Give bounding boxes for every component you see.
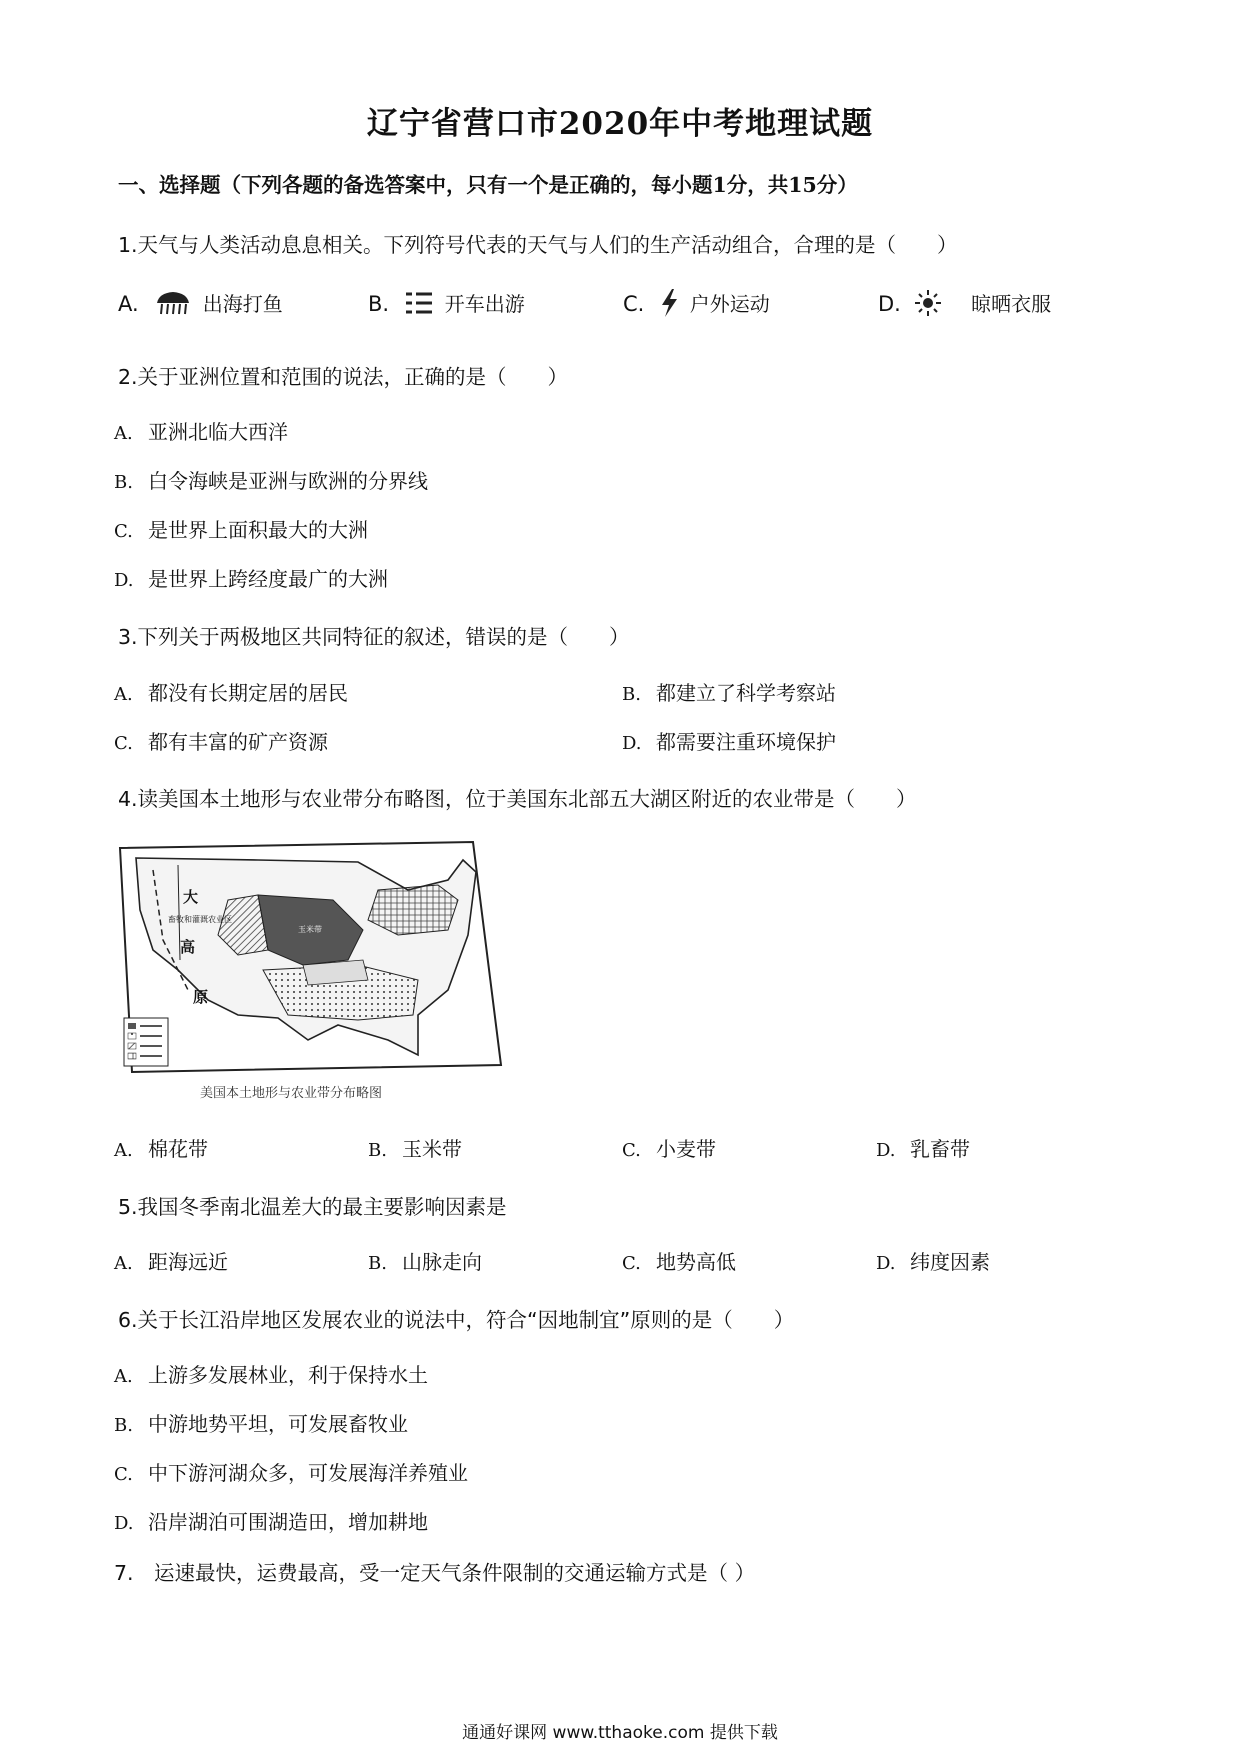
option-text: 都有丰富的矿产资源	[148, 730, 328, 754]
option-text: 小麦带	[656, 1137, 716, 1161]
option-letter: A.	[114, 1366, 133, 1387]
option-letter: C.	[114, 733, 133, 754]
question-5-option-d[interactable]	[876, 1246, 990, 1275]
question-2-option-b[interactable]	[114, 465, 428, 494]
option-text: 晾晒衣服	[971, 292, 1052, 316]
question-3-option-d[interactable]	[622, 726, 836, 755]
option-text: 乳畜带	[910, 1137, 970, 1161]
option-letter: C.	[622, 1140, 641, 1161]
option-text: 都建立了科学考察站	[656, 681, 836, 705]
option-letter: A.	[114, 423, 133, 444]
map-label-ranch: 畜牧和灌溉农业区	[168, 915, 232, 924]
usa-agriculture-map	[118, 840, 503, 1080]
option-text: 中下游河湖众多，可发展海洋养殖业	[148, 1461, 468, 1485]
question-4-stem: 4.读美国本土地形与农业带分布略图，位于美国东北部五大湖区附近的农业带是（ ）	[118, 787, 917, 811]
question-2-option-d[interactable]	[114, 563, 388, 592]
question-1-option-d[interactable]	[878, 288, 1051, 322]
question-3-option-a[interactable]	[114, 677, 348, 706]
question-2-stem: 2.关于亚洲位置和范围的说法，正确的是（ ）	[118, 365, 569, 389]
option-letter: C.	[114, 1464, 133, 1485]
option-text: 亚洲北临大西洋	[148, 420, 288, 444]
lightning-icon	[659, 288, 679, 323]
option-letter: A.	[118, 292, 139, 316]
option-letter: A.	[114, 1253, 133, 1274]
option-text: 中游地势平坦，可发展畜牧业	[148, 1412, 408, 1436]
fog-icon	[404, 289, 434, 322]
option-text: 开车出游	[444, 292, 525, 316]
question-6-option-b[interactable]	[114, 1408, 408, 1437]
option-letter: B.	[368, 1253, 387, 1274]
option-text: 距海远近	[148, 1250, 228, 1274]
question-7-stem: 7. 运速最快，运费最高，受一定天气条件限制的交通运输方式是（ ）	[114, 1561, 756, 1585]
map-legend	[124, 1018, 168, 1066]
question-3-option-b[interactable]	[622, 677, 836, 706]
option-letter: D.	[878, 292, 901, 316]
sun-icon	[914, 289, 942, 322]
option-text: 山脉走向	[402, 1250, 482, 1274]
option-letter: D.	[876, 1253, 896, 1274]
option-text: 棉花带	[148, 1137, 208, 1161]
question-6-option-a[interactable]	[114, 1359, 428, 1388]
question-3-option-c[interactable]	[114, 726, 328, 755]
question-5-option-c[interactable]	[622, 1246, 736, 1275]
question-1-option-c[interactable]	[623, 288, 770, 323]
page-title: 辽宁省营口市2020年中考地理试题	[366, 106, 874, 142]
option-letter: D.	[114, 1513, 134, 1534]
option-letter: D.	[622, 733, 642, 754]
option-letter: B.	[368, 1140, 387, 1161]
question-6-option-c[interactable]	[114, 1457, 468, 1486]
question-5-option-a[interactable]	[114, 1246, 228, 1275]
question-2-option-a[interactable]	[114, 416, 288, 445]
option-text: 沿岸湖泊可围湖造田，增加耕地	[148, 1510, 428, 1534]
option-text: 纬度因素	[910, 1250, 990, 1274]
question-1-stem: 1.天气与人类活动息息相关。下列符号代表的天气与人们的生产活动组合，合理的是（ ）	[118, 233, 958, 257]
question-2-option-c[interactable]	[114, 514, 368, 543]
option-text: 出海打鱼	[202, 292, 283, 316]
option-letter: D.	[876, 1140, 896, 1161]
question-6-option-d[interactable]	[114, 1506, 428, 1535]
question-4-option-c[interactable]	[622, 1133, 716, 1162]
option-text: 是世界上面积最大的大洲	[148, 518, 368, 542]
option-letter: B.	[114, 1415, 133, 1436]
option-letter: C.	[622, 1253, 641, 1274]
rain-storm-icon	[154, 289, 192, 322]
option-letter: C.	[623, 292, 645, 316]
option-letter: B.	[368, 292, 390, 316]
question-6-stem: 6.关于长江沿岸地区发展农业的说法中，符合“因地制宜”原则的是（ ）	[118, 1308, 795, 1332]
question-5-stem: 5.我国冬季南北温差大的最主要影响因素是	[118, 1195, 507, 1219]
map-caption: 美国本土地形与农业带分布略图	[200, 1086, 383, 1101]
option-letter: A.	[114, 684, 133, 705]
map-label-corn: 玉米带	[298, 925, 322, 934]
question-4-option-d[interactable]	[876, 1133, 970, 1162]
option-letter: B.	[114, 472, 133, 493]
option-letter: B.	[622, 684, 641, 705]
option-text: 玉米带	[402, 1137, 462, 1161]
option-text: 都需要注重环境保护	[656, 730, 836, 754]
option-text: 地势高低	[656, 1250, 736, 1274]
option-letter: C.	[114, 521, 133, 542]
option-text: 户外运动	[689, 292, 770, 316]
map-label-da: 大	[183, 888, 199, 906]
option-text: 是世界上跨经度最广的大洲	[148, 567, 388, 591]
section-heading: 一、选择题（下列各题的备选答案中，只有一个是正确的，每小题1分，共15分）	[118, 173, 858, 197]
question-3-stem: 3.下列关于两极地区共同特征的叙述，错误的是（ ）	[118, 625, 630, 649]
question-4-option-a[interactable]	[114, 1133, 208, 1162]
option-text: 都没有长期定居的居民	[148, 681, 348, 705]
question-1-option-a[interactable]	[118, 288, 283, 322]
option-letter: A.	[114, 1140, 133, 1161]
question-5-option-b[interactable]	[368, 1246, 482, 1275]
footer-source: 通通好课网 www.tthaoke.com 提供下载	[462, 1723, 778, 1743]
option-letter: D.	[114, 570, 134, 591]
map-label-yuan: 原	[193, 988, 209, 1006]
option-text: 白令海峡是亚洲与欧洲的分界线	[148, 469, 428, 493]
question-4-option-b[interactable]	[368, 1133, 462, 1162]
option-text: 上游多发展林业，利于保持水土	[148, 1363, 428, 1387]
question-1-option-b[interactable]	[368, 288, 525, 322]
map-label-gao: 高	[180, 938, 196, 956]
